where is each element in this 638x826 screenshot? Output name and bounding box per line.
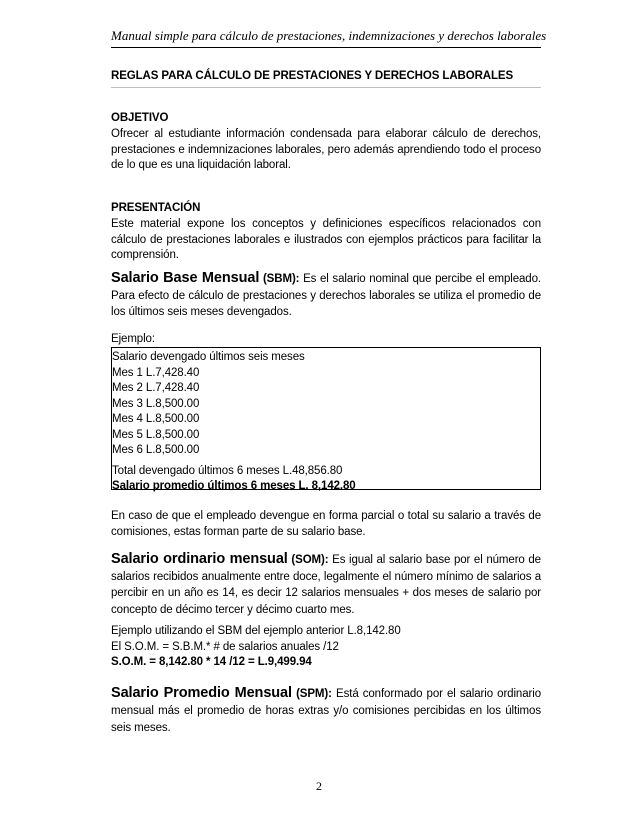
example-month-3: Mes 3 L.8,500.00 bbox=[112, 397, 200, 410]
title-divider bbox=[111, 87, 541, 88]
example-month-5: Mes 5 L.8,500.00 bbox=[112, 428, 200, 441]
example-total: Total devengado últimos 6 meses L.48,856.80 bbox=[112, 465, 343, 477]
objetivo-section bbox=[111, 111, 541, 174]
running-header: Manual simple para cálculo de prestaciones, indemnizaciones y derechos laborales bbox=[111, 28, 547, 43]
example-month-2: Mes 2 L.7,428.40 bbox=[112, 382, 200, 394]
spm-section bbox=[111, 685, 541, 737]
presentacion-heading: PRESENTACIÓN bbox=[111, 202, 201, 214]
sbm-note: En caso de que el empleado devengue en forma parcial o total su salario a través de comisiones, estas forman parte de su salario base. bbox=[111, 510, 541, 538]
presentacion-text: Este material expone los conceptos y definiciones específicos relacionados con cálculo de prestaciones laborales e ilustrados con ejemplos prácticos para facilitar la comprensión. bbox=[111, 217, 541, 262]
presentacion-section bbox=[111, 201, 541, 264]
page-number: 2 bbox=[316, 779, 322, 793]
example-month-6: Mes 6 L.8,500.00 bbox=[112, 444, 200, 456]
objetivo-heading: OBJETIVO bbox=[111, 112, 169, 124]
spm-term: Salario Promedio Mensual bbox=[111, 685, 292, 701]
header-divider bbox=[111, 47, 541, 48]
som-example-line-2: El S.O.M. = S.B.M.* # de salarios anuales /12 bbox=[111, 641, 339, 653]
som-section bbox=[111, 551, 541, 618]
sbm-term: Salario Base Mensual bbox=[111, 270, 260, 286]
spm-abbr: (SPM): bbox=[296, 688, 332, 700]
example-caption: Salario devengado últimos seis meses bbox=[112, 351, 305, 363]
sbm-text: Es el salario nominal que percibe el empleado. Para efecto de cálculo de prestaciones y derechos laborales se utiliza el promedio de los últimos seis meses devengados. bbox=[111, 273, 541, 318]
document-title: REGLAS PARA CÁLCULO DE PRESTACIONES Y DERECHOS LABORALES bbox=[111, 70, 514, 82]
som-example-result: S.O.M. = 8,142.80 * 14 /12 = L.9,499.94 bbox=[111, 656, 312, 668]
som-example-line-1: Ejemplo utilizando el SBM del ejemplo anterior L.8,142.80 bbox=[111, 625, 401, 637]
som-text: Es igual al salario base por el número de salarios recibidos anualmente entre doce, legalmente el número mínimo de salarios a percibir en un año es 14, es decir 12 salarios mensuales + dos meses de salario por concepto de décimo tercer y décimo cuarto mes. bbox=[111, 554, 541, 616]
som-term: Salario ordinario mensual bbox=[111, 551, 288, 567]
example-average: Salario promedio últimos 6 meses L. 8,142.80 bbox=[112, 480, 356, 492]
som-abbr: (SOM): bbox=[291, 554, 329, 566]
sbm-example-label: Ejemplo: bbox=[111, 333, 155, 345]
sbm-abbr: (SBM): bbox=[262, 273, 300, 285]
sbm-section bbox=[111, 270, 541, 321]
example-month-1: Mes 1 L.7,428.40 bbox=[112, 366, 200, 379]
objetivo-text: Ofrecer al estudiante información condensada para elaborar cálculo de derechos, prestaciones e indemnizaciones laborales, pero además aprendiendo todo el proceso de lo que es una liquidación laboral. bbox=[111, 127, 541, 172]
spm-text: Está conformado por el salario ordinario mensual más el promedio de horas extras y/o comisiones percibidas en los últimos seis meses. bbox=[111, 688, 541, 734]
example-month-4: Mes 4 L.8,500.00 bbox=[112, 413, 200, 425]
